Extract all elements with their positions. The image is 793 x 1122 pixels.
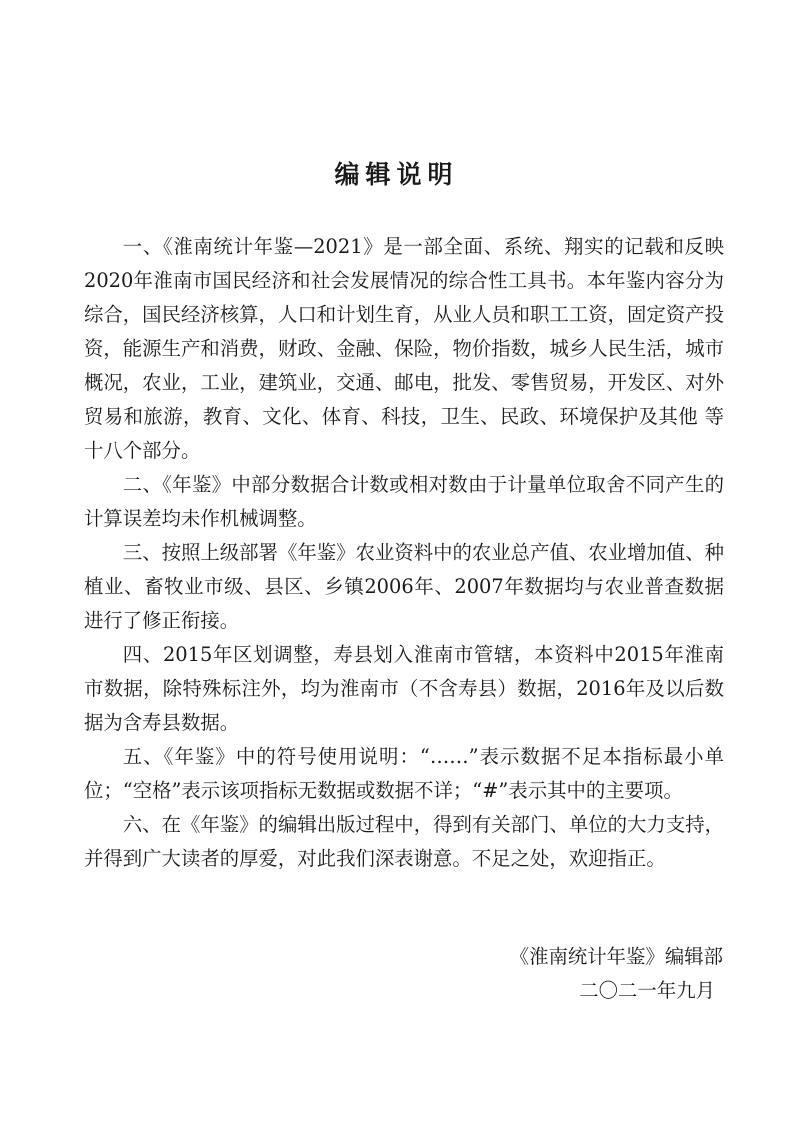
page-title: 编辑说明: [334, 160, 459, 189]
note-paragraph-4: 四、2015年区划调整，寿县划入淮南市管辖，本资料中2015年淮南市数据，除特殊标注外，均为淮南市（不含寿县）数据，2016年及以后数据为含寿县数据。: [84, 643, 724, 734]
note-paragraph-5: 五、《年鉴》中的符号使用说明：“……”表示数据不足本指标最小单位；“空格”表示该项指标无数据或数据不详；“#”表示其中的主要项。: [84, 745, 724, 802]
signature-org: 《淮南统计年鉴》编辑部: [509, 945, 723, 968]
note-paragraph-3: 三、按照上级部署《年鉴》农业资料中的农业总产值、农业增加值、种植业、畜牧业市级、县区、乡镇2006年、2007年数据均与农业普查数据进行了修正衔接。: [84, 541, 724, 632]
note-paragraph-1: 一、《淮南统计年鉴—2021》是一部全面、系统、翔实的记载和反映2020年淮南市国民经济和社会发展情况的综合性工具书。本年鉴内容分为综合，国民经济核算，人口和计划生育，从业人员和职工工资，固定资产投资，能源生产和消费，财政、金融、保险，物价指数，城乡人民生活，城市概况，农业，工业，建筑业，交通、邮电，批发、零售贸易，开发区、对外贸易和旅游，教育、文化、体育、科技，卫生、民政、环境保护及其他 等十八个部分。: [84, 235, 724, 462]
editorial-notes-body: [84, 230, 724, 876]
note-paragraph-6: 六、在《年鉴》的编辑出版过程中，得到有关部门、单位的大力支持，并得到广大读者的厚爱，对此我们深表谢意。不足之处，欢迎指正。: [84, 813, 724, 870]
signature-date: 二〇二一年九月: [579, 979, 715, 1002]
signature-block: [0, 940, 723, 1008]
note-paragraph-2: 二、《年鉴》中部分数据合计数或相对数由于计量单位取舍不同产生的计算误差均未作机械调整。: [84, 473, 724, 530]
